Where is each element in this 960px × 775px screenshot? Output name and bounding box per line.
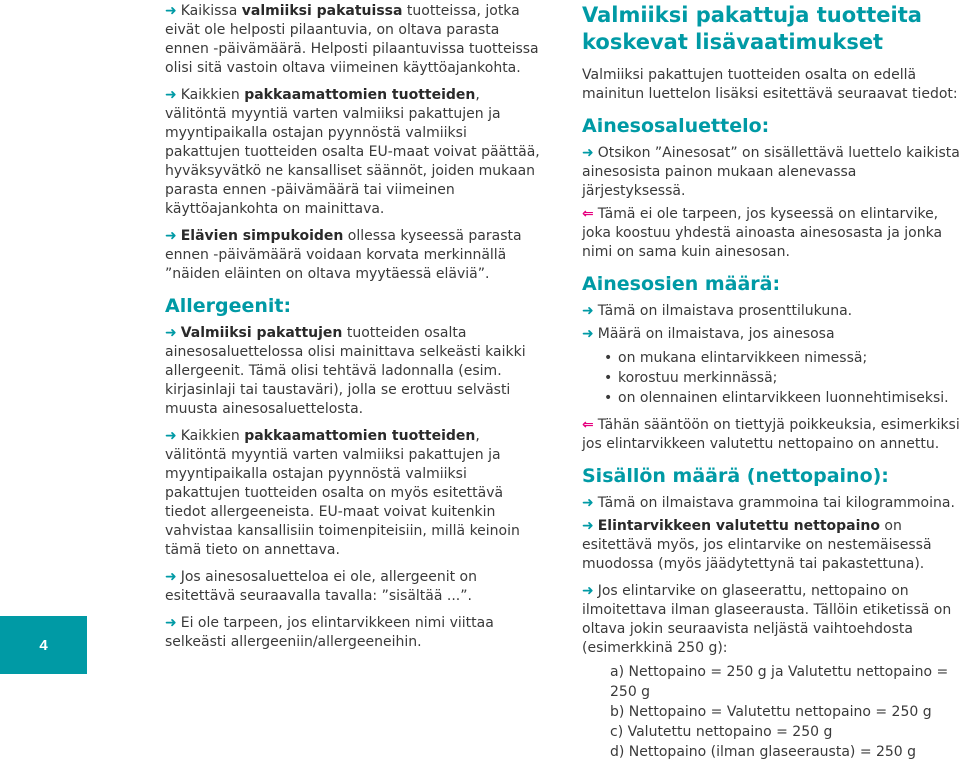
arrow-icon: ➜ bbox=[165, 615, 177, 631]
ingredient-quantity-heading: Ainesosien määrä: bbox=[582, 273, 781, 295]
paragraph-quantity-if: ➜ Määrä on ilmaistava, jos ainesosa bbox=[582, 326, 835, 342]
list-item: • korostuu merkinnässä; bbox=[604, 368, 960, 388]
paragraph-allergens-unpackaged: ➜ Kaikkien pakkaamattomien tuotteiden, välitöntä myyntiä varten valmiiksi pakattujen ja myyntipaikalla ostajan pyynnöstä valmiiksi pakattujen tuotteiden osalta on myös esitettävä tiedot allergeeneista. EU-maat voivat kuitenkin vahvistaa kansallisiin toimenpiteisiin, millä keinoin tämä tieto on annettava. bbox=[165, 428, 520, 558]
list-item: • on olennainen elintarvikkeen luonnehtimiseksi. bbox=[604, 388, 960, 408]
page-number: 4 bbox=[39, 636, 48, 654]
arrow-icon: ➜ bbox=[165, 87, 177, 103]
arrow-icon: ➜ bbox=[165, 428, 177, 444]
arrow-icon: ➜ bbox=[582, 518, 594, 534]
arrow-icon: ➜ bbox=[582, 326, 594, 342]
paragraph-grams: ➜ Tämä on ilmaistava grammoina tai kilogrammoina. bbox=[582, 495, 955, 511]
paragraph-ingredients-order: ➜ Otsikon ”Ainesosat” on sisällettävä luettelo kaikista ainesosista painon mukaan alenevassa järjestyksessä. bbox=[582, 145, 960, 199]
paragraph-contains: ➜ Jos ainesosaluetteloa ei ole, allergeenit on esitettävä seuraavalla tavalla: ”sisältää ...”. bbox=[165, 569, 477, 604]
list-item: • on mukana elintarvikkeen nimessä; bbox=[604, 348, 960, 368]
weight-examples bbox=[610, 662, 960, 762]
paragraph-not-needed: ➜ Ei ole tarpeen, jos elintarvikkeen nimi viittaa selkeästi allergeeniin/allergeeneihin. bbox=[165, 615, 494, 650]
quantity-conditions-list bbox=[604, 348, 960, 408]
example-a: a) Nettopaino = 250 g ja Valutettu nettopaino = 250 g bbox=[610, 664, 949, 700]
arrow-icon: ➜ bbox=[165, 228, 177, 244]
back-arrow-icon: ⇐ bbox=[582, 206, 594, 222]
paragraph-quantity-exceptions: ⇐ Tähän sääntöön on tiettyjä poikkeuksia, esimerkiksi jos elintarvikkeen valutettu nettopaino on annettu. bbox=[582, 417, 960, 452]
page-title: Valmiiksi pakattuja tuotteita koskevat lisävaatimukset bbox=[582, 3, 922, 54]
arrow-icon: ➜ bbox=[582, 583, 594, 599]
arrow-icon: ➜ bbox=[582, 145, 594, 161]
paragraph-glazed: ➜ Jos elintarvike on glaseerattu, nettopaino on ilmoitettava ilman glaseerausta. Tällöin etiketissä on oltava jokin seuraavista neljästä vaihtoehdosta (esimerkkinä 250 g): bbox=[582, 583, 952, 656]
example-b: b) Nettopaino = Valutettu nettopaino = 250 g bbox=[610, 704, 932, 720]
arrow-icon: ➜ bbox=[582, 303, 594, 319]
paragraph-live-bivalves: ➜ Elävien simpukoiden ollessa kyseessä parasta ennen -päivämäärä voidaan korvata merkinnällä ”näiden eläinten on oltava myytäessä eläviä”. bbox=[165, 228, 522, 282]
left-column bbox=[165, 2, 540, 660]
arrow-icon: ➜ bbox=[582, 495, 594, 511]
intro-paragraph: Valmiiksi pakattujen tuotteiden osalta on edellä mainitun luettelon lisäksi esitettävä seuraavat tiedot: bbox=[582, 67, 958, 102]
page-number-tab bbox=[0, 616, 87, 674]
paragraph-unpackaged-dates: ➜ Kaikkien pakkaamattomien tuotteiden, välitöntä myyntiä varten valmiiksi pakattujen ja myyntipaikalla ostajan pyynnöstä valmiiksi pakattujen tuotteiden osalta EU-maat voivat päättää, hyväksyvätkö ne kansalliset säännöt, joiden mukaan parasta ennen -päivämäärä tai viimeinen käyttöajankohta on mainittava. bbox=[165, 87, 540, 217]
arrow-icon: ➜ bbox=[165, 325, 177, 341]
paragraph-allergens-packaged: ➜ Valmiiksi pakattujen tuotteiden osalta ainesosaluettelossa olisi mainittava selkeästi kaikki allergeenit. Tämä olisi tehtävä ladonnalla (esim. kirjasinlaji tai taustaväri), jolla se erottuu selvästi muusta ainesosaluettelosta. bbox=[165, 325, 526, 417]
ingredients-list-heading: Ainesosaluettelo: bbox=[582, 115, 770, 137]
example-c: c) Valutettu nettopaino = 250 g bbox=[610, 724, 833, 740]
example-d: d) Nettopaino (ilman glaseerausta) = 250 g bbox=[610, 744, 917, 760]
arrow-icon: ➜ bbox=[165, 569, 177, 585]
paragraph-drained-weight: ➜ Elintarvikkeen valutettu nettopaino on esitettävä myös, jos elintarvike on nestemäisessä muodossa (myös jäädytettynä tai pakastettuna). bbox=[582, 518, 932, 572]
paragraph-best-before: ➜ Kaikissa valmiiksi pakatuissa tuotteissa, jotka eivät ole helposti pilaantuvia, on oltava parasta ennen -päivämäärä. Helposti pilaantuvissa tuotteissa olisi sitä vastoin oltava viimeinen käyttöajankohta. bbox=[165, 3, 539, 76]
arrow-icon: ➜ bbox=[165, 3, 177, 19]
allergens-heading: Allergeenit: bbox=[165, 295, 292, 317]
paragraph-percentage: ➜ Tämä on ilmaistava prosenttilukuna. bbox=[582, 303, 853, 319]
right-column bbox=[582, 2, 960, 762]
paragraph-ingredients-exception: ⇐ Tämä ei ole tarpeen, jos kyseessä on elintarvike, joka koostuu yhdestä ainoasta ainesosasta ja jonka nimi on sama kuin ainesosan. bbox=[582, 206, 943, 260]
net-weight-heading: Sisällön määrä (nettopaino): bbox=[582, 465, 889, 487]
back-arrow-icon: ⇐ bbox=[582, 417, 594, 433]
